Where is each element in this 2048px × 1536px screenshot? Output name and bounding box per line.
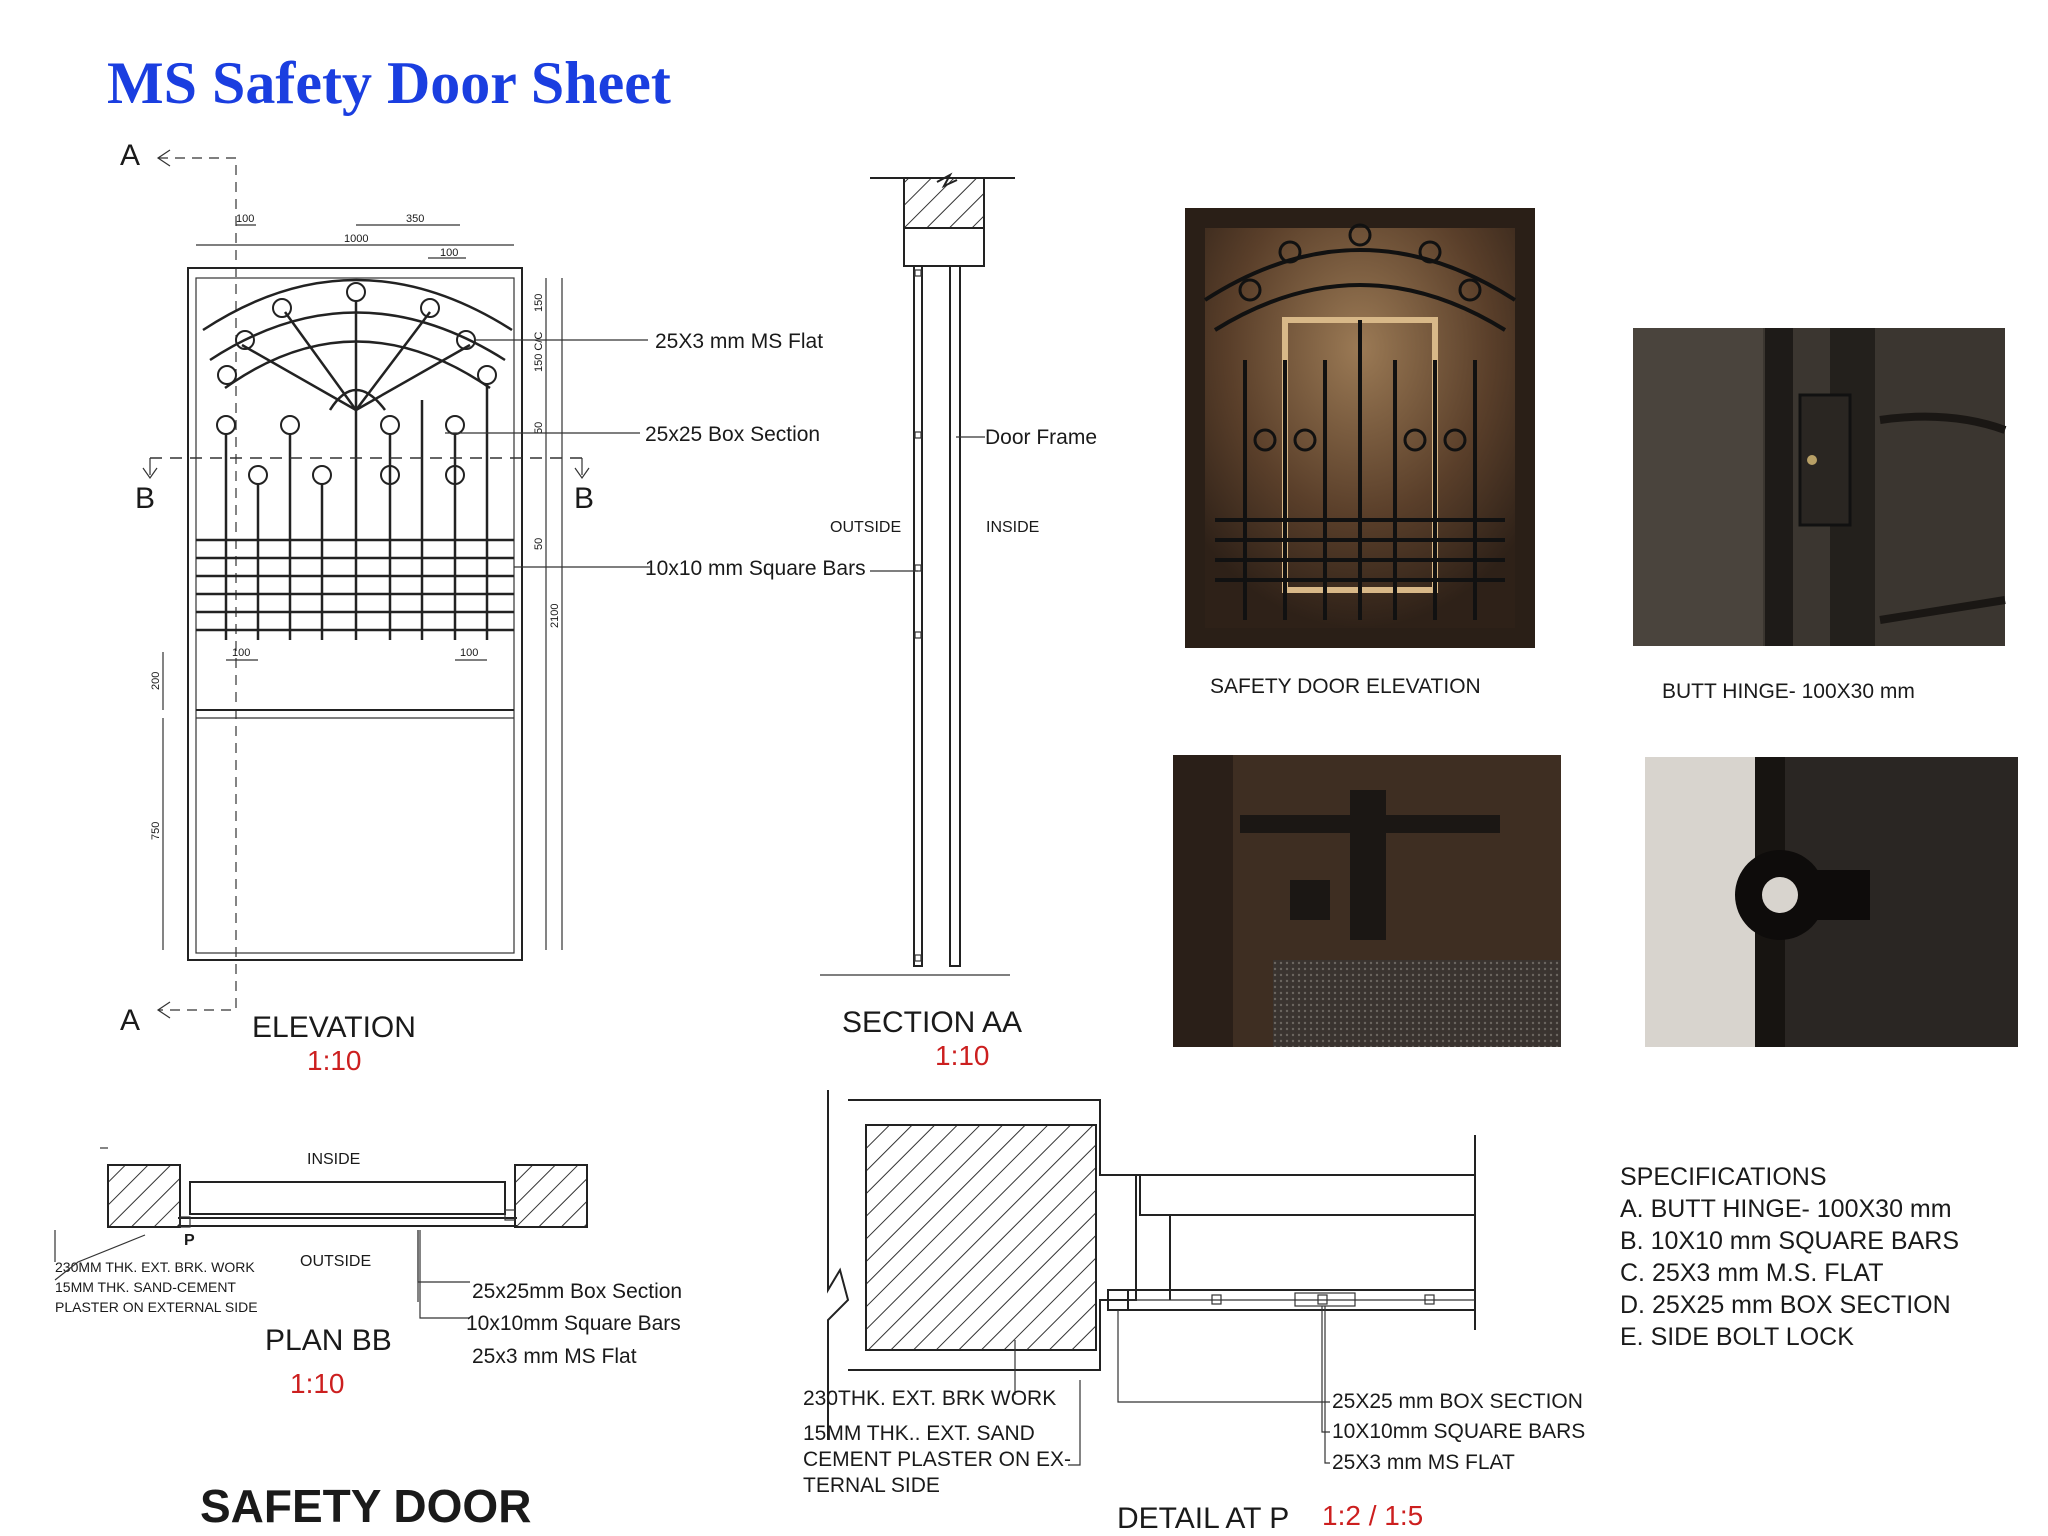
section-mark-b-right: B <box>574 482 595 515</box>
plan-bb-heading: PLAN BB <box>265 1324 392 1357</box>
specifications-heading: SPECIFICATIONS <box>1620 1163 1827 1191</box>
photo-safety-door-elevation <box>1185 208 1535 648</box>
spec-item: C. 25X3 mm M.S. FLAT <box>1620 1259 1884 1287</box>
dim-100-right: 100 <box>440 247 459 259</box>
detail-callout-square-bars: 10X10mm SQUARE BARS <box>1332 1420 1586 1443</box>
plan-callout-box-section: 25x25mm Box Section <box>472 1280 683 1303</box>
dim-100-bottom-left: 100 <box>232 647 251 659</box>
spec-item: D. 25X25 mm BOX SECTION <box>1620 1291 1951 1319</box>
dim-2100: 2100 <box>549 603 561 628</box>
plan-wall-left <box>108 1165 180 1227</box>
dim-150: 150 <box>533 293 545 312</box>
photo-side-bolt-lock <box>1173 755 1561 1047</box>
sheet-title: MS Safety Door Sheet <box>107 50 671 116</box>
caption-butt-hinge: BUTT HINGE- 100X30 mm <box>1662 680 1915 703</box>
plan-outside-label: OUTSIDE <box>300 1253 372 1270</box>
plan-callout-square-bars: 10x10mm Square Bars <box>466 1312 681 1335</box>
frame-section <box>950 266 960 966</box>
detail-wall-hatch <box>866 1125 1096 1350</box>
dim-200: 200 <box>150 671 162 690</box>
dim-50-top: 50 <box>533 421 545 434</box>
dim-350: 350 <box>406 213 425 225</box>
vertical-bars <box>226 384 487 640</box>
detail-plaster-note-2: CEMENT PLASTER ON EX- <box>803 1448 1071 1471</box>
elevation-view <box>120 139 866 1076</box>
plan-wall-note-3: PLASTER ON EXTERNAL SIDE <box>55 1299 258 1315</box>
plan-bb-view <box>55 1148 682 1399</box>
dim-750: 750 <box>150 821 162 840</box>
detail-p-scale: 1:2 / 1:5 <box>1322 1500 1424 1531</box>
lintel-plaster <box>904 228 984 266</box>
callout-ms-flat: 25X3 mm MS Flat <box>655 330 824 353</box>
specifications-block <box>1620 1163 1959 1351</box>
outside-label: OUTSIDE <box>830 519 902 536</box>
detail-callout-box-section: 25X25 mm BOX SECTION <box>1332 1390 1583 1413</box>
caption-safety-door-elevation: SAFETY DOOR ELEVATION <box>1210 675 1481 698</box>
section-aa-heading: SECTION AA <box>842 1006 1023 1039</box>
detail-p-heading: DETAIL AT P <box>1117 1502 1290 1535</box>
inside-label: INSIDE <box>986 519 1040 536</box>
plan-wall-note-1: 230MM THK. EXT. BRK. WORK <box>55 1259 255 1275</box>
dim-150cc: 150 C/C <box>533 331 545 372</box>
detail-callout-ms-flat: 25X3 mm MS FLAT <box>1332 1451 1515 1474</box>
section-line-a <box>158 158 236 1010</box>
dim-50-bars: 50 <box>533 537 545 550</box>
detail-p-view <box>803 1090 1585 1535</box>
plan-wall-note-2: 15MM THK. SAND-CEMENT <box>55 1279 236 1295</box>
section-aa-view <box>820 175 1097 1071</box>
elevation-scale: 1:10 <box>307 1045 362 1076</box>
callout-square-bars: 10x10 mm Square Bars <box>645 557 866 580</box>
detail-plaster-note-3: TERNAL SIDE <box>803 1474 940 1497</box>
detail-frame <box>1140 1175 1475 1215</box>
spec-item: E. SIDE BOLT LOCK <box>1620 1323 1854 1351</box>
photo-butt-hinge <box>1633 328 2005 646</box>
section-mark-a-top: A <box>120 139 141 172</box>
footer-title: SAFETY DOOR <box>200 1480 532 1532</box>
plan-frame <box>190 1182 505 1214</box>
detail-plaster-note-1: 15MM THK.. EXT. SAND <box>803 1422 1035 1445</box>
section-aa-scale: 1:10 <box>935 1040 990 1071</box>
plan-wall-right <box>515 1165 587 1227</box>
spec-item: A. BUTT HINGE- 100X30 mm <box>1620 1195 1952 1223</box>
photo-padlock-ring <box>1645 757 2018 1047</box>
bolt-handle <box>1350 790 1386 940</box>
callout-box-section: 25x25 Box Section <box>645 423 821 446</box>
section-mark-b-left: B <box>135 482 156 515</box>
spec-item: B. 10X10 mm SQUARE BARS <box>1620 1227 1960 1255</box>
dim-1000: 1000 <box>344 233 369 245</box>
elevation-heading: ELEVATION <box>252 1011 416 1044</box>
dim-100-left: 100 <box>236 213 255 225</box>
door-leaf-section <box>914 266 922 966</box>
door-frame-label: Door Frame <box>985 426 1098 449</box>
section-mark-a-bottom: A <box>120 1004 141 1037</box>
detail-wall-note: 230THK. EXT. BRK WORK <box>803 1387 1057 1410</box>
dim-100-bottom-right: 100 <box>460 647 479 659</box>
plan-inside-label: INSIDE <box>307 1151 361 1168</box>
plan-bb-scale: 1:10 <box>290 1368 345 1399</box>
plan-p-mark: P <box>184 1232 195 1249</box>
plan-callout-ms-flat: 25x3 mm MS Flat <box>472 1345 637 1368</box>
